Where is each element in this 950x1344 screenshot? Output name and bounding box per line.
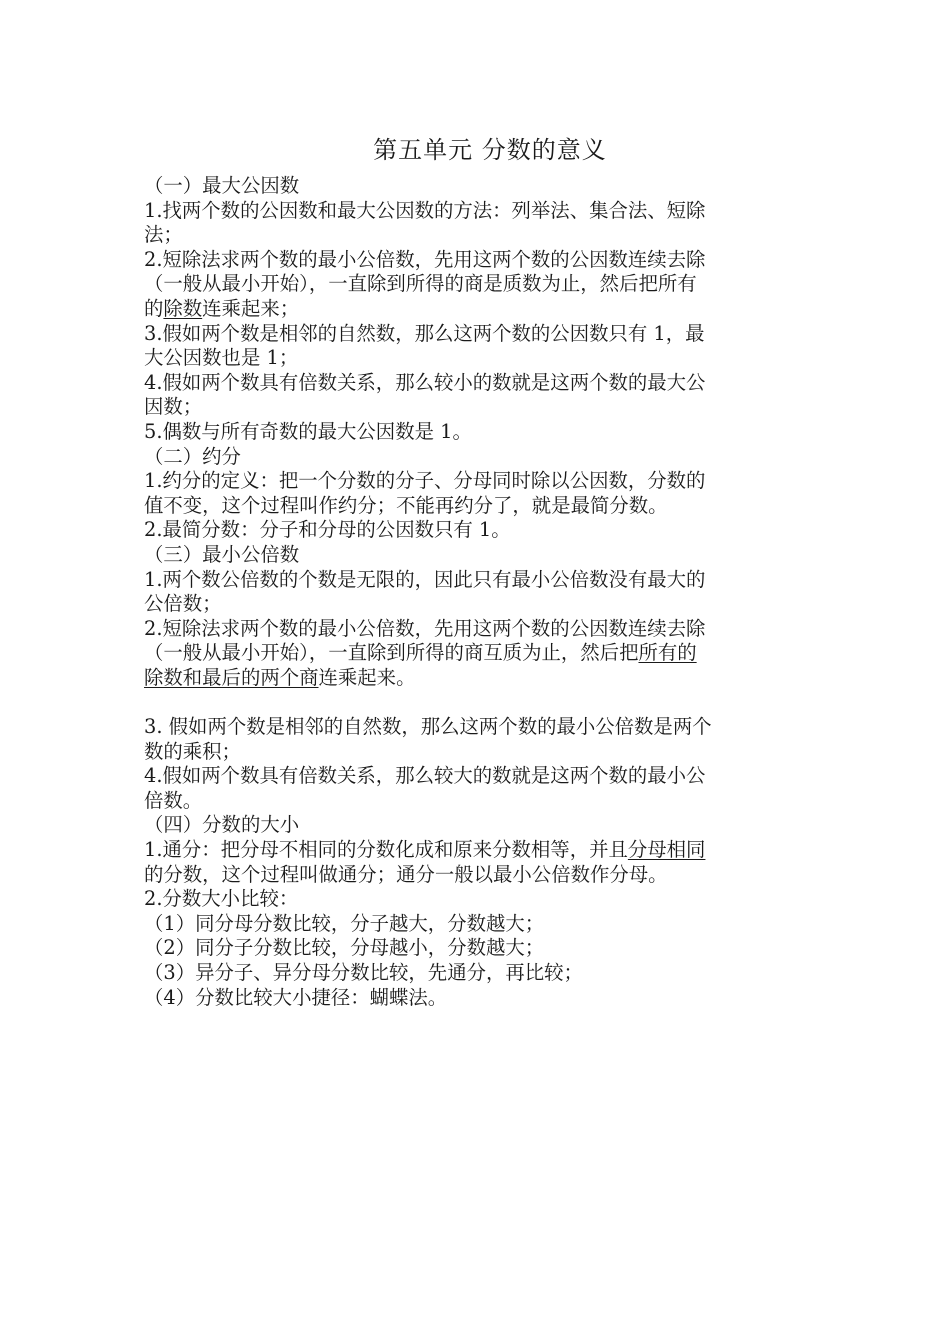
text-segment: 公倍数； — [144, 592, 222, 616]
text-segment: 2.分数大小比较： — [144, 887, 299, 911]
text-segment: 1.通分：把分母不相同的分数化成和原来分数相等，并且 — [144, 838, 628, 862]
text-segment: 4.假如两个数具有倍数关系，那么较小的数就是这两个数的最大公 — [144, 370, 706, 394]
text-line — [144, 838, 808, 863]
text-segment: （1）同分母分数比较，分子越大，分数越大； — [144, 911, 545, 935]
text-line — [144, 912, 808, 937]
text-segment: （2）同分子分数比较，分母越小，分数越大； — [144, 936, 545, 960]
text-segment: 1.两个数公倍数的个数是无限的，因此只有最小公倍数没有最大的 — [144, 567, 706, 591]
text-segment: 的分数，这个过程叫做通分；通分一般以最小公倍数作分母。 — [144, 862, 668, 886]
text-line — [144, 469, 808, 494]
text-line — [144, 740, 808, 765]
text-line — [144, 322, 808, 347]
text-line — [144, 248, 808, 273]
text-line — [144, 936, 808, 961]
text-line — [144, 494, 808, 519]
text-segment: 5.偶数与所有奇数的最大公因数是 1。 — [144, 419, 472, 443]
text-segment: 4.假如两个数具有倍数关系，那么较大的数就是这两个数的最小公 — [144, 764, 706, 788]
text-line — [144, 199, 808, 224]
text-line — [144, 395, 808, 420]
underlined-text: 分母相同 — [627, 838, 706, 862]
underlined-text: 除数和最后的两个商 — [144, 665, 319, 689]
page-title: 第五单元 分数的意义 — [373, 136, 607, 164]
text-line — [144, 715, 808, 740]
text-line — [144, 420, 808, 445]
text-segment: 3.假如两个数是相邻的自然数，那么这两个数的公因数只有 1，最 — [144, 321, 705, 345]
text-line — [144, 887, 808, 912]
text-segment: 2.短除法求两个数的最小公倍数，先用这两个数的公因数连续去除 — [144, 247, 706, 271]
text-segment: 1.约分的定义：把一个分数的分子、分母同时除以公因数，分数的 — [144, 469, 706, 493]
text-line — [144, 223, 808, 248]
underlined-text: 所有的 — [638, 641, 697, 665]
text-line — [144, 666, 808, 691]
blank-line — [144, 690, 808, 715]
section-heading: （二）约分 — [144, 444, 241, 468]
section-heading: （三）最小公倍数 — [144, 542, 300, 566]
text-segment: 因数； — [144, 395, 203, 419]
text-line — [144, 297, 808, 322]
text-line — [144, 641, 808, 666]
text-line — [144, 346, 808, 371]
text-segment: （4）分数比较大小捷径：蝴蝶法。 — [144, 985, 448, 1009]
text-segment: 数的乘积； — [144, 739, 241, 763]
underlined-text: 除数 — [163, 296, 203, 320]
text-line — [144, 272, 808, 297]
text-segment: （一般从最小开始），一直除到所得的商互质为止，然后把 — [144, 641, 639, 665]
text-segment: 3. 假如两个数是相邻的自然数，那么这两个数的最小公倍数是两个 — [144, 715, 712, 739]
text-line — [144, 789, 808, 814]
text-segment: 的 — [144, 296, 164, 320]
text-line — [144, 617, 808, 642]
text-segment: 1.找两个数的公因数和最大公因数的方法：列举法、集合法、短除 — [144, 198, 706, 222]
text-segment: 连乘起来； — [202, 296, 300, 320]
text-segment: 2.短除法求两个数的最小公倍数，先用这两个数的公因数连续去除 — [144, 616, 706, 640]
text-line — [144, 961, 808, 986]
text-segment: （3）异分子、异分母分数比较，先通分，再比较； — [144, 961, 583, 984]
document-body — [144, 174, 808, 1010]
section-heading: （四）分数的大小 — [144, 813, 300, 837]
text-segment: 倍数。 — [144, 788, 203, 812]
text-line — [144, 371, 808, 396]
text-segment: 法； — [144, 223, 183, 247]
text-segment: 2.最简分数：分子和分母的公因数只有 1。 — [144, 518, 511, 542]
text-line — [144, 518, 808, 543]
text-line — [144, 986, 808, 1011]
text-line — [144, 592, 808, 617]
text-segment: 大公因数也是 1； — [144, 346, 299, 370]
text-line — [144, 568, 808, 593]
text-line — [144, 764, 808, 789]
section-heading: （一）最大公因数 — [144, 174, 300, 197]
text-line — [144, 863, 808, 888]
text-segment: 连乘起来。 — [318, 665, 416, 689]
text-segment: （一般从最小开始），一直除到所得的商是质数为止，然后把所有 — [144, 272, 697, 296]
text-segment: 值不变，这个过程叫作约分；不能再约分了，就是最简分数。 — [144, 493, 668, 517]
